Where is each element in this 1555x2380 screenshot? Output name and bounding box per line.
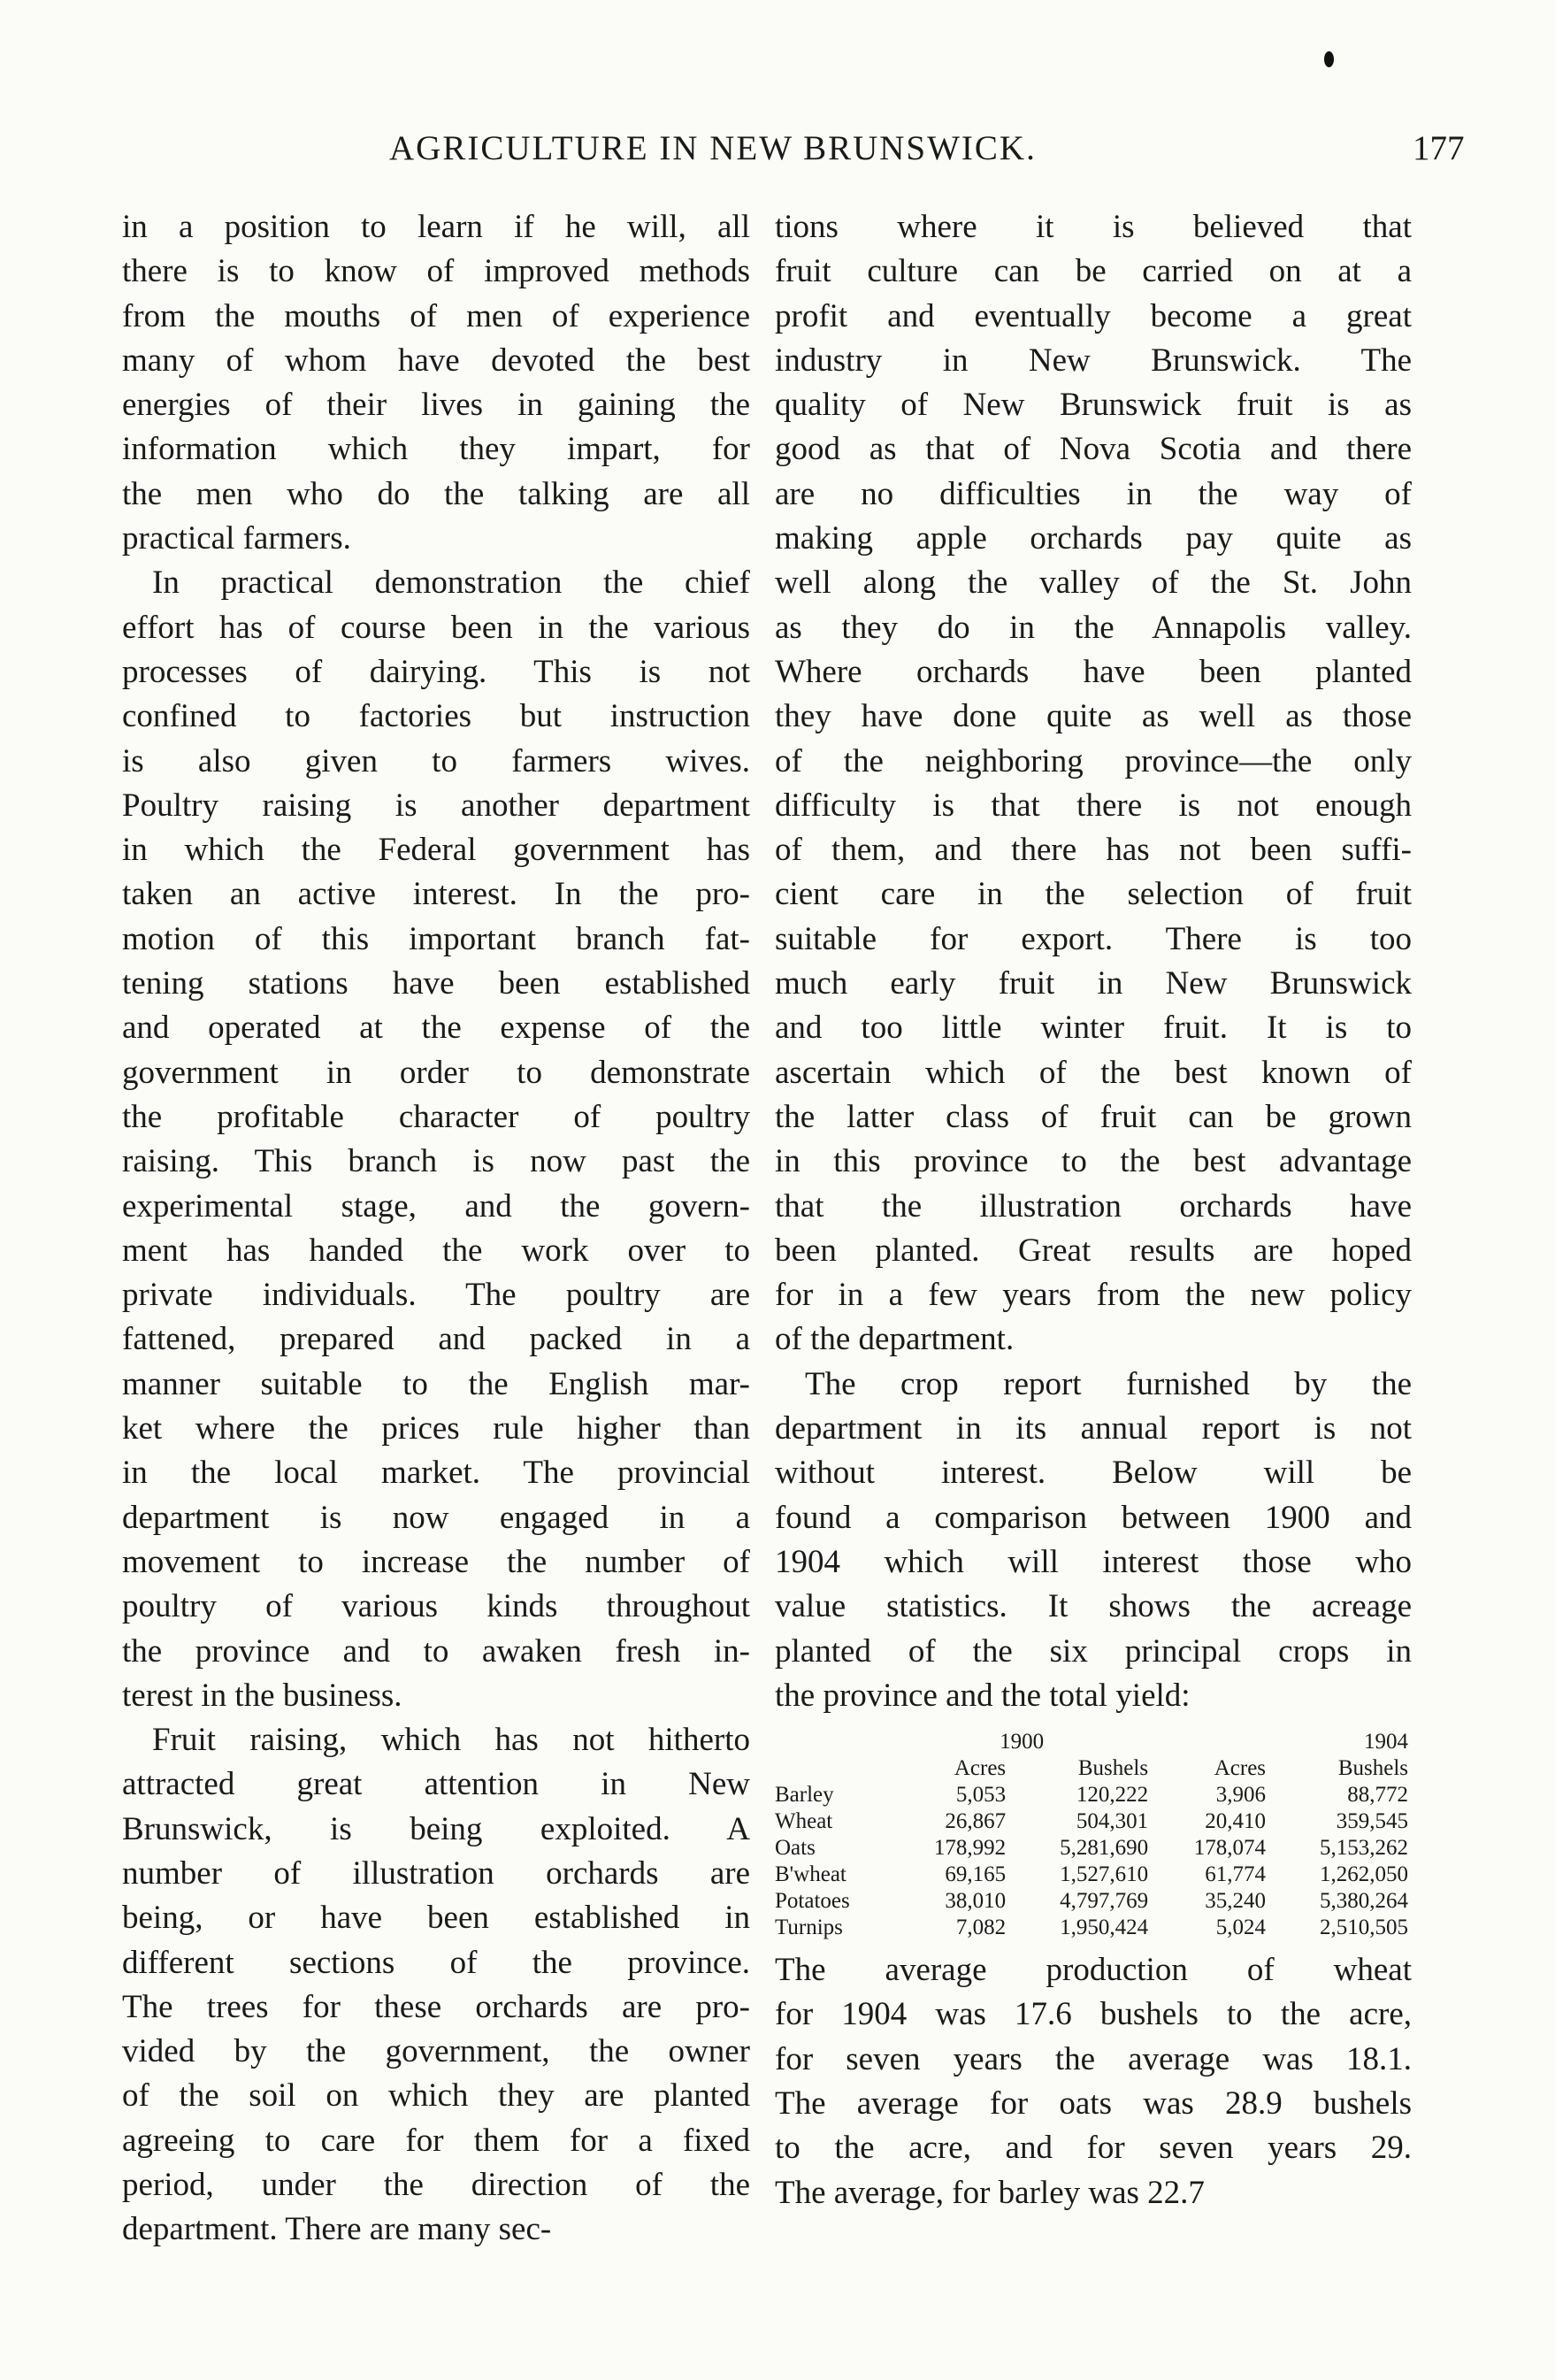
table-row (775, 1888, 1412, 1915)
text-line: energies of their lives in gaining the (122, 387, 750, 424)
text-line: in which the Federal government has (122, 832, 750, 869)
text-line: motion of this important branch fat- (122, 920, 750, 957)
text-line: 1904 which will interest those who (775, 1543, 1412, 1580)
value-cell: 504,301 (1076, 1809, 1149, 1834)
text-line: for seven years the average was 18.1. (775, 2040, 1412, 2077)
value-cell: 120,222 (1076, 1783, 1149, 1808)
text-line: good as that of Nova Scotia and there (775, 431, 1412, 468)
value-cell: 7,082 (955, 1916, 1007, 1940)
crop-name-cell: Wheat (775, 1809, 833, 1834)
text-line: government in order to demonstrate (122, 1054, 750, 1091)
text-line: The average production of wheat (775, 1952, 1412, 1989)
text-line: The average for oats was 28.9 bushels (775, 2084, 1412, 2122)
text-line: poultry of various kinds throughout (122, 1588, 750, 1625)
text-line: raising. This branch is now past the (122, 1143, 750, 1180)
text-line: The trees for these orchards are pro- (122, 1988, 750, 2025)
text-line: the men who do the talking are all (122, 475, 750, 512)
value-cell: 5,024 (1215, 1916, 1267, 1940)
text-line: the province and to awaken fresh in- (122, 1632, 750, 1670)
text-line: attracted great attention in New (122, 1766, 750, 1803)
value-cell: 38,010 (945, 1889, 1007, 1914)
text-line: department is now engaged in a (122, 1499, 750, 1536)
text-line: manner suitable to the English mar- (122, 1365, 750, 1402)
value-cell: 1,950,424 (1060, 1916, 1149, 1940)
text-line: as they do in the Annapolis valley. (775, 609, 1412, 646)
text-line: department in its annual report is not (775, 1410, 1412, 1447)
text-line: that the illustration orchards have (775, 1187, 1412, 1225)
text-line: The crop report furnished by the (805, 1365, 1412, 1402)
value-cell: 4,797,769 (1060, 1889, 1149, 1914)
text-line: Poultry raising is another department (122, 787, 750, 824)
text-line: processes of dairying. This is not (122, 653, 750, 690)
text-line: well along the valley of the St. John (775, 564, 1412, 602)
text-line: is also given to farmers wives. (122, 742, 750, 779)
text-line: for in a few years from the new policy (775, 1277, 1412, 1314)
text-line: value statistics. It shows the acreage (775, 1588, 1412, 1625)
text-line: period, under the direction of the (122, 2167, 750, 2204)
text-line: are no difficulties in the way of (775, 475, 1412, 512)
text-line: in the local market. The provincial (122, 1455, 750, 1492)
text-line: experimental stage, and the govern- (122, 1187, 750, 1225)
text-line: difficulty is that there is not enough (775, 787, 1412, 824)
crop-table-body (775, 1782, 1412, 1941)
crop-name-cell: Oats (775, 1836, 816, 1861)
unit-header: Bushels (1337, 1756, 1408, 1781)
paragraph (775, 1948, 1412, 2215)
text-line: fattened, prepared and packed in a (122, 1321, 750, 1358)
text-line: taken an active interest. In the pro- (122, 876, 750, 913)
text-line: tening stations have been established (122, 965, 750, 1002)
paragraph (775, 1363, 1412, 1718)
running-head: AGRICULTURE IN NEW BRUNSWICK. (389, 129, 1037, 167)
page-number: 177 (1413, 129, 1465, 167)
text-line: quality of New Brunswick fruit is as (775, 387, 1412, 424)
value-cell: 1,262,050 (1320, 1862, 1408, 1887)
paragraph (122, 205, 750, 561)
text-line: many of whom have devoted the best (122, 342, 750, 379)
right-column (775, 205, 1412, 2215)
text-line: practical farmers. (122, 520, 351, 557)
text-line: of the department. (775, 1321, 1015, 1358)
text-line: for 1904 was 17.6 bushels to the acre, (775, 1996, 1412, 2033)
text-line: planted of the six principal crops in (775, 1632, 1412, 1670)
text-line: ment has handed the work over to (122, 1232, 750, 1269)
text-line: the province and the total yield: (775, 1677, 1191, 1714)
value-cell: 61,774 (1205, 1862, 1267, 1887)
text-line: ket where the prices rule higher than (122, 1410, 750, 1447)
paragraph (122, 1718, 750, 2253)
unit-header: Acres (954, 1756, 1007, 1781)
value-cell: 5,380,264 (1320, 1889, 1408, 1914)
text-line: of the soil on which they are planted (122, 2077, 750, 2115)
crop-table-year-row (775, 1729, 1412, 1755)
text-line: terest in the business. (122, 1677, 402, 1714)
text-line: without interest. Below will be (775, 1455, 1412, 1492)
text-line: Fruit raising, which has not hitherto (152, 1722, 750, 1759)
text-line: from the mouths of men of experience (122, 297, 750, 334)
value-cell: 5,281,690 (1060, 1836, 1149, 1861)
text-line: of them, and there has not been suffi- (775, 832, 1412, 869)
text-line: the profitable character of poultry (122, 1098, 750, 1135)
year-header: 1904 (1364, 1730, 1408, 1754)
text-line: and too little winter fruit. It is to (775, 1010, 1412, 1047)
page-header (0, 128, 1555, 181)
value-cell: 88,772 (1347, 1783, 1408, 1808)
ink-mark (1324, 51, 1334, 67)
text-line: tions where it is believed that (775, 209, 1412, 245)
paragraph (775, 205, 1412, 1363)
text-line: Brunswick, is being exploited. A (122, 1810, 750, 1847)
value-cell: 3,906 (1215, 1783, 1267, 1808)
table-row (775, 1835, 1412, 1862)
value-cell: 5,053 (955, 1783, 1007, 1808)
table-row (775, 1782, 1412, 1808)
text-line: agreeing to care for them for a fixed (122, 2122, 750, 2159)
text-line: and operated at the expense of the (122, 1010, 750, 1047)
text-line: different sections of the province. (122, 1944, 750, 1981)
right-column-text-after-table (775, 1948, 1412, 2215)
paragraph (122, 561, 750, 1718)
text-line: the latter class of fruit can be grown (775, 1098, 1412, 1135)
text-line: ascertain which of the best known of (775, 1054, 1412, 1091)
text-line: been planted. Great results are hoped (775, 1232, 1412, 1269)
text-line: movement to increase the number of (122, 1543, 750, 1580)
table-row (775, 1915, 1412, 1941)
text-line: number of illustration orchards are (122, 1854, 750, 1892)
text-line: cient care in the selection of fruit (775, 876, 1412, 913)
text-line: being, or have been established in (122, 1900, 750, 1937)
text-line: The average, for barley was 22.7 (775, 2174, 1205, 2211)
value-cell: 359,545 (1336, 1809, 1408, 1834)
text-line: fruit culture can be carried on at a (775, 253, 1412, 290)
crop-name-cell: Turnips (775, 1916, 843, 1940)
text-line: profit and eventually become a great (775, 297, 1412, 334)
text-line: Where orchards have been planted (775, 653, 1412, 690)
text-line: of the neighboring province—the only (775, 742, 1412, 779)
text-line: private individuals. The poultry are (122, 1277, 750, 1314)
value-cell: 20,410 (1205, 1809, 1267, 1834)
text-line: effort has of course been in the various (122, 609, 750, 646)
crop-table-unit-row (775, 1755, 1412, 1782)
value-cell: 1,527,610 (1060, 1862, 1149, 1887)
text-line: much early fruit in New Brunswick (775, 965, 1412, 1002)
text-line: industry in New Brunswick. The (775, 342, 1412, 379)
value-cell: 178,992 (933, 1836, 1007, 1861)
text-line: information which they impart, for (122, 431, 750, 468)
value-cell: 5,153,262 (1320, 1836, 1408, 1861)
text-line: making apple orchards pay quite as (775, 520, 1412, 557)
text-line: there is to know of improved methods (122, 253, 750, 290)
value-cell: 26,867 (945, 1809, 1007, 1834)
value-cell: 178,074 (1193, 1836, 1267, 1861)
text-line: found a comparison between 1900 and (775, 1499, 1412, 1536)
value-cell: 69,165 (945, 1862, 1007, 1887)
right-column-text-before-table (775, 205, 1412, 1718)
crop-table (775, 1729, 1412, 1941)
value-cell: 2,510,505 (1320, 1916, 1408, 1940)
left-column (122, 205, 750, 2253)
text-line: department. There are many sec- (122, 2211, 552, 2248)
text-line: in a position to learn if he will, all (122, 209, 750, 245)
crop-name-cell: Barley (775, 1783, 834, 1808)
text-line: In practical demonstration the chief (152, 564, 750, 602)
crop-name-cell: Potatoes (775, 1889, 850, 1914)
text-line: in this province to the best advantage (775, 1143, 1412, 1180)
table-row (775, 1808, 1412, 1835)
unit-header: Acres (1214, 1756, 1267, 1781)
year-header: 1900 (1000, 1730, 1045, 1754)
unit-header: Bushels (1077, 1756, 1149, 1781)
table-row (775, 1862, 1412, 1888)
text-line: vided by the government, the owner (122, 2033, 750, 2070)
value-cell: 35,240 (1205, 1889, 1267, 1914)
crop-name-cell: B'wheat (775, 1862, 846, 1887)
text-line: confined to factories but instruction (122, 698, 750, 735)
text-line: to the acre, and for seven years 29. (775, 2130, 1412, 2167)
text-line: they have done quite as well as those (775, 698, 1412, 735)
text-line: suitable for export. There is too (775, 920, 1412, 957)
